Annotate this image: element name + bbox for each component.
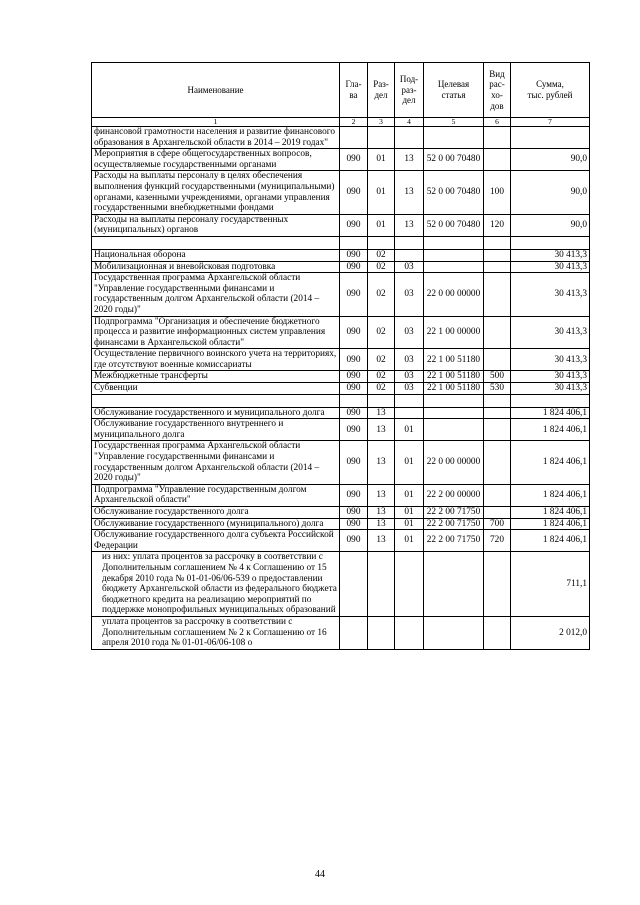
cell-celevaya <box>424 261 484 273</box>
cell-glava: 090 <box>340 273 368 316</box>
cell-podrazdel: 03 <box>395 261 424 273</box>
table-row <box>92 484 590 506</box>
cell-podrazdel: 01 <box>395 530 424 552</box>
cell-podrazdel <box>395 394 424 407</box>
cell-name: Осуществление первичного воинского учета на территориях, где отсутствуют военные комиссариаты <box>92 349 340 371</box>
cell-glava: 090 <box>340 171 368 214</box>
cell-name: Обслуживание государственного долга субъекта Российской Федерации <box>92 530 340 552</box>
document-page <box>91 62 589 650</box>
cell-podrazdel <box>395 407 424 419</box>
cell-razdel: 02 <box>368 261 395 273</box>
column-number: 2 <box>340 118 368 127</box>
cell-summa: 1 824 406,1 <box>511 484 590 506</box>
cell-glava: 090 <box>340 507 368 519</box>
cell-podrazdel <box>395 127 424 149</box>
table-row <box>92 507 590 519</box>
cell-name: из них: уплата процентов за рассрочку в соответствии с Дополнительным соглашением № 4 к Соглашению от 15 декабря 2010 года № 01-01-06/06-539 о предоставлении бюджету Архангельской области из федерального бюджета бюджетного кредита на реализацию мероприятий по поддержке монопрофильных муниципальных образований <box>92 552 340 617</box>
header-name: Наименование <box>92 63 340 118</box>
header-razdel <box>368 63 395 118</box>
cell-glava <box>340 552 368 617</box>
table-row <box>92 171 590 214</box>
cell-glava: 090 <box>340 407 368 419</box>
cell-vid <box>484 249 511 261</box>
cell-glava: 090 <box>340 530 368 552</box>
cell-razdel: 01 <box>368 171 395 214</box>
cell-podrazdel: 03 <box>395 316 424 349</box>
page-number: 44 <box>315 869 325 880</box>
cell-celevaya: 22 2 00 71750 <box>424 518 484 530</box>
cell-vid <box>484 507 511 519</box>
cell-vid <box>484 484 511 506</box>
cell-razdel <box>368 236 395 249</box>
cell-celevaya: 52 0 00 70480 <box>424 171 484 214</box>
header-podrazdel-text: Под- раз- дел <box>399 74 419 106</box>
header-podrazdel <box>395 63 424 118</box>
cell-razdel: 13 <box>368 518 395 530</box>
cell-razdel <box>368 127 395 149</box>
cell-glava: 090 <box>340 419 368 441</box>
cell-name: Подпрограмма "Управление государственным долгом Архангельской области" <box>92 484 340 506</box>
cell-vid: 700 <box>484 518 511 530</box>
cell-summa: 1 824 406,1 <box>511 530 590 552</box>
cell-summa: 1 824 406,1 <box>511 419 590 441</box>
cell-celevaya <box>424 419 484 441</box>
cell-vid: 120 <box>484 214 511 236</box>
cell-glava: 090 <box>340 371 368 383</box>
cell-razdel <box>368 616 395 649</box>
cell-razdel: 13 <box>368 530 395 552</box>
column-number: 1 <box>92 118 340 127</box>
cell-name: Межбюджетные трансферты <box>92 371 340 383</box>
cell-glava: 090 <box>340 441 368 484</box>
cell-summa: 30 413,3 <box>511 273 590 316</box>
cell-podrazdel: 01 <box>395 518 424 530</box>
cell-glava: 090 <box>340 249 368 261</box>
cell-summa: 1 824 406,1 <box>511 407 590 419</box>
cell-vid: 100 <box>484 171 511 214</box>
column-number: 7 <box>511 118 590 127</box>
cell-razdel: 01 <box>368 214 395 236</box>
cell-podrazdel: 01 <box>395 441 424 484</box>
cell-podrazdel: 13 <box>395 149 424 171</box>
cell-glava: 090 <box>340 149 368 171</box>
cell-celevaya: 52 0 00 70480 <box>424 149 484 171</box>
cell-name <box>92 394 340 407</box>
table-body <box>92 127 590 650</box>
cell-podrazdel: 01 <box>395 507 424 519</box>
table-row <box>92 552 590 617</box>
cell-vid <box>484 394 511 407</box>
cell-name: Государственная программа Архангельской области "Управление государственными финансами и государственным долгом Архангельской области (2014 – 2020 годы)" <box>92 273 340 316</box>
cell-podrazdel <box>395 616 424 649</box>
cell-summa: 30 413,3 <box>511 261 590 273</box>
cell-name: Государственная программа Архангельской области "Управление государственными финансами и государственным долгом Архангельской области (2014 – 2020 годы)" <box>92 441 340 484</box>
cell-name: финансовой грамотности населения и развитие финансового образования в Архангельской области в 2014 – 2019 годах" <box>92 127 340 149</box>
cell-name: Национальная оборона <box>92 249 340 261</box>
cell-glava <box>340 236 368 249</box>
table-row <box>92 236 590 249</box>
cell-glava <box>340 394 368 407</box>
cell-celevaya: 22 0 00 00000 <box>424 273 484 316</box>
cell-celevaya <box>424 407 484 419</box>
cell-vid <box>484 261 511 273</box>
header-celevaya <box>424 63 484 118</box>
cell-celevaya: 22 0 00 00000 <box>424 441 484 484</box>
cell-name: Расходы на выплаты персоналу государственных (муниципальных) органов <box>92 214 340 236</box>
cell-podrazdel: 03 <box>395 273 424 316</box>
cell-razdel: 02 <box>368 371 395 383</box>
table-row <box>92 616 590 649</box>
cell-razdel: 02 <box>368 249 395 261</box>
table-row <box>92 518 590 530</box>
cell-summa <box>511 236 590 249</box>
cell-razdel <box>368 552 395 617</box>
cell-glava: 090 <box>340 349 368 371</box>
cell-podrazdel: 03 <box>395 349 424 371</box>
cell-vid <box>484 552 511 617</box>
table-row <box>92 371 590 383</box>
cell-summa: 1 824 406,1 <box>511 507 590 519</box>
table-row <box>92 127 590 149</box>
budget-table <box>91 62 590 650</box>
cell-podrazdel <box>395 552 424 617</box>
cell-celevaya: 22 2 00 00000 <box>424 484 484 506</box>
cell-summa: 30 413,3 <box>511 316 590 349</box>
cell-name: Подпрограмма "Организация и обеспечение бюджетного процесса и развитие информационных систем управления финансами в Архангельской области" <box>92 316 340 349</box>
cell-razdel: 13 <box>368 507 395 519</box>
cell-podrazdel <box>395 249 424 261</box>
table-row <box>92 249 590 261</box>
cell-podrazdel: 01 <box>395 484 424 506</box>
cell-name <box>92 236 340 249</box>
cell-celevaya <box>424 249 484 261</box>
cell-name: уплата процентов за рассрочку в соответствии с Дополнительным соглашением № 2 к Соглашению от 16 апреля 2010 года № 01-01-06/06-108 о <box>92 616 340 649</box>
cell-glava: 090 <box>340 518 368 530</box>
cell-podrazdel: 01 <box>395 419 424 441</box>
cell-summa <box>511 394 590 407</box>
cell-name: Обслуживание государственного долга <box>92 507 340 519</box>
cell-summa: 30 413,3 <box>511 349 590 371</box>
cell-podrazdel: 03 <box>395 383 424 395</box>
cell-summa: 90,0 <box>511 214 590 236</box>
table-row <box>92 383 590 395</box>
cell-summa: 1 824 406,1 <box>511 441 590 484</box>
cell-celevaya: 22 2 00 71750 <box>424 530 484 552</box>
cell-razdel: 02 <box>368 349 395 371</box>
cell-celevaya <box>424 552 484 617</box>
cell-glava: 090 <box>340 484 368 506</box>
cell-celevaya <box>424 236 484 249</box>
cell-name: Субвенции <box>92 383 340 395</box>
cell-glava: 090 <box>340 316 368 349</box>
header-vid <box>484 63 511 118</box>
cell-vid <box>484 441 511 484</box>
cell-podrazdel <box>395 236 424 249</box>
cell-vid <box>484 349 511 371</box>
table-row <box>92 214 590 236</box>
cell-celevaya: 22 1 00 51180 <box>424 371 484 383</box>
cell-glava <box>340 127 368 149</box>
cell-name: Обслуживание государственного (муниципального) долга <box>92 518 340 530</box>
cell-vid <box>484 316 511 349</box>
header-vid-text: Вид рас- хо- дов <box>489 68 505 111</box>
cell-summa: 30 413,3 <box>511 383 590 395</box>
cell-celevaya: 22 2 00 71750 <box>424 507 484 519</box>
cell-summa <box>511 127 590 149</box>
column-number: 5 <box>424 118 484 127</box>
cell-vid: 530 <box>484 383 511 395</box>
column-number-row <box>92 118 590 127</box>
cell-vid: 720 <box>484 530 511 552</box>
table-row <box>92 530 590 552</box>
cell-glava: 090 <box>340 214 368 236</box>
cell-glava: 090 <box>340 261 368 273</box>
cell-celevaya <box>424 127 484 149</box>
cell-razdel: 13 <box>368 419 395 441</box>
cell-celevaya <box>424 616 484 649</box>
cell-summa: 711,1 <box>511 552 590 617</box>
table-row <box>92 394 590 407</box>
cell-vid <box>484 273 511 316</box>
cell-name: Обслуживание государственного и муниципального долга <box>92 407 340 419</box>
cell-summa: 90,0 <box>511 149 590 171</box>
column-number: 3 <box>368 118 395 127</box>
cell-summa: 30 413,3 <box>511 371 590 383</box>
cell-razdel: 02 <box>368 383 395 395</box>
cell-name: Мобилизационная и вневойсковая подготовка <box>92 261 340 273</box>
column-number: 4 <box>395 118 424 127</box>
header-celevaya-text: Целевая статья <box>437 79 470 100</box>
cell-name: Расходы на выплаты персоналу в целях обеспечения выполнения функций государственными (муниципальными) органами, казенными учреждениями, органами управления государственными внебюджетными фондами <box>92 171 340 214</box>
table-row <box>92 419 590 441</box>
cell-vid <box>484 419 511 441</box>
cell-razdel: 13 <box>368 484 395 506</box>
cell-summa: 30 413,3 <box>511 249 590 261</box>
cell-glava <box>340 616 368 649</box>
cell-podrazdel: 13 <box>395 214 424 236</box>
cell-razdel <box>368 394 395 407</box>
cell-celevaya: 52 0 00 70480 <box>424 214 484 236</box>
cell-razdel: 02 <box>368 273 395 316</box>
table-row <box>92 407 590 419</box>
header-row <box>92 63 590 118</box>
table-row <box>92 273 590 316</box>
header-razdel-text: Раз- дел <box>373 79 389 100</box>
table-row <box>92 316 590 349</box>
cell-vid <box>484 616 511 649</box>
cell-vid <box>484 149 511 171</box>
column-number: 6 <box>484 118 511 127</box>
cell-vid <box>484 407 511 419</box>
cell-name: Обслуживание государственного внутреннего и муниципального долга <box>92 419 340 441</box>
table-row <box>92 149 590 171</box>
header-glava-text: Гла- ва <box>345 79 362 100</box>
cell-celevaya: 22 1 00 51180 <box>424 383 484 395</box>
header-summa-text: Сумма, тыс. рублей <box>527 79 573 100</box>
cell-celevaya: 22 1 00 00000 <box>424 316 484 349</box>
cell-celevaya <box>424 394 484 407</box>
cell-podrazdel: 13 <box>395 171 424 214</box>
cell-razdel: 13 <box>368 407 395 419</box>
cell-celevaya: 22 1 00 51180 <box>424 349 484 371</box>
header-glava <box>340 63 368 118</box>
cell-razdel: 01 <box>368 149 395 171</box>
cell-razdel: 13 <box>368 441 395 484</box>
table-row <box>92 349 590 371</box>
table-row <box>92 261 590 273</box>
cell-vid <box>484 236 511 249</box>
cell-razdel: 02 <box>368 316 395 349</box>
cell-name: Мероприятия в сфере общегосударственных вопросов, осуществляемые государственными органами <box>92 149 340 171</box>
cell-summa: 2 012,0 <box>511 616 590 649</box>
cell-glava: 090 <box>340 383 368 395</box>
cell-podrazdel: 03 <box>395 371 424 383</box>
cell-vid: 500 <box>484 371 511 383</box>
table-row <box>92 441 590 484</box>
cell-summa: 90,0 <box>511 171 590 214</box>
header-summa <box>511 63 590 118</box>
cell-summa: 1 824 406,1 <box>511 518 590 530</box>
cell-vid <box>484 127 511 149</box>
